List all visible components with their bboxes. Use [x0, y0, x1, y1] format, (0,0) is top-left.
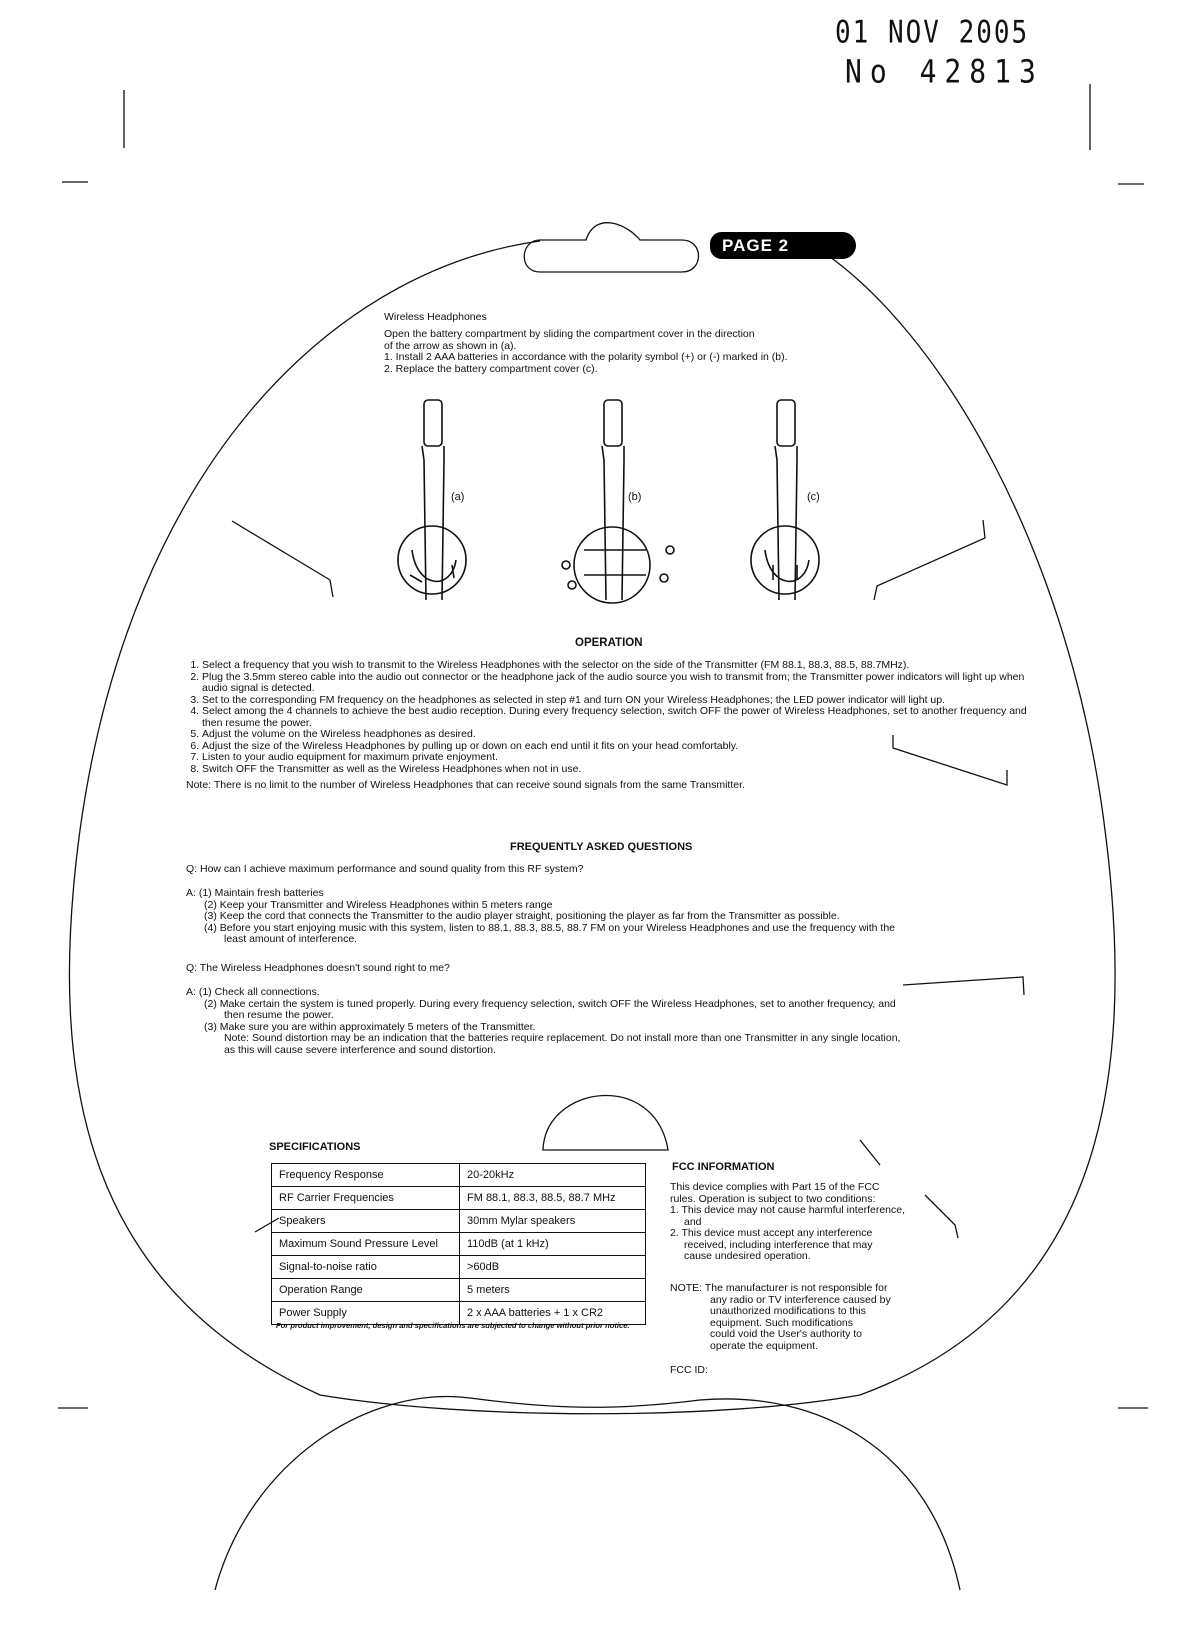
faq-answer-line: least amount of interference.	[224, 933, 358, 945]
spec-value: FM 88.1, 88.3, 88.5, 88.7 MHz	[460, 1187, 646, 1210]
faq-q2: Q: The Wireless Headphones doesn't sound right to me?	[186, 962, 450, 974]
faq-a1	[186, 888, 1026, 946]
spec-label: Operation Range	[272, 1279, 460, 1302]
fcc-note-line: operate the equipment.	[710, 1339, 818, 1352]
operation-note: Note: There is no limit to the number of Wireless Headphones that can receive sound signals from the same Transmitter.	[186, 779, 745, 791]
fcc-id: FCC ID:	[670, 1364, 708, 1376]
operation-step: 8. Switch OFF the Transmitter as well as the Wireless Headphones when not in use.	[202, 764, 1031, 776]
operation-step: 2. Plug the 3.5mm stereo cable into the audio out connector or the headphone jack of the audio source you wish to transmit from; the Transmitter power indicators will light up when audio signal is detected.	[202, 672, 1031, 695]
spec-label: Maximum Sound Pressure Level	[272, 1233, 460, 1256]
fcc-note-line: could void the User's authority to	[710, 1328, 862, 1340]
spec-label: Speakers	[272, 1210, 460, 1233]
install-title: Wireless Headphones	[384, 311, 487, 323]
faq-answer-line: then resume the power.	[224, 1009, 334, 1021]
fcc-line: rules. Operation is subject to two conditions:	[670, 1192, 876, 1205]
fcc-line: received, including interference that may	[684, 1238, 873, 1251]
faq-answer-line: (4) Before you start enjoying music with this system, listen to 88.1, 88.3, 88.5, 88.7 FM on your Wireless Headphones and use the frequency with the	[204, 921, 896, 934]
operation-step: 7. Listen to your audio equipment for maximum private enjoyment.	[202, 752, 1031, 764]
faq-a2	[186, 987, 1026, 1056]
spec-label: RF Carrier Frequencies	[272, 1187, 460, 1210]
spec-label: Frequency Response	[272, 1164, 460, 1187]
fcc-note-line: unauthorized modifications to this	[710, 1305, 866, 1317]
table-row	[272, 1210, 646, 1233]
fcc-conditions	[670, 1182, 955, 1263]
faq-heading: FREQUENTLY ASKED QUESTIONS	[510, 841, 693, 853]
spec-value: 110dB (at 1 kHz)	[460, 1233, 646, 1256]
specifications-heading: SPECIFICATIONS	[269, 1141, 361, 1153]
table-row	[272, 1279, 646, 1302]
install-line: Open the battery compartment by sliding the compartment cover in the direction	[384, 328, 755, 340]
install-instructions	[384, 329, 884, 375]
page-badge: PAGE 2	[710, 232, 856, 259]
document-number-stamp: No 42813	[845, 52, 1044, 91]
fcc-line: 2. This device must accept any interference	[670, 1227, 873, 1239]
fcc-line: This device complies with Part 15 of the FCC	[670, 1181, 880, 1193]
fcc-note-line: any radio or TV interference caused by	[710, 1293, 891, 1306]
figure-label-c: (c)	[807, 491, 820, 503]
faq-q1: Q: How can I achieve maximum performance and sound quality from this RF system?	[186, 863, 584, 875]
faq-answer-line: Note: Sound distortion may be an indication that the batteries require replacement. Do not install more than one Transmitter in any single location,	[224, 1032, 901, 1044]
fcc-heading: FCC INFORMATION	[672, 1161, 775, 1173]
install-line: 2. Replace the battery compartment cover (c).	[384, 362, 598, 375]
fcc-note-line: NOTE: The manufacturer is not responsible for	[670, 1282, 888, 1294]
operation-step: 5. Adjust the volume on the Wireless headphones as desired.	[202, 729, 1031, 741]
fcc-note	[670, 1283, 960, 1352]
fcc-line: 1. This device may not cause harmful interference,	[670, 1204, 906, 1216]
install-line: of the arrow as shown in (a).	[384, 339, 517, 352]
spec-value: 20-20kHz	[460, 1164, 646, 1187]
faq-answer-line: (3) Keep the cord that connects the Transmitter to the audio player straight, positioning the player as far from the Transmitter as possible.	[204, 910, 840, 922]
table-row	[272, 1164, 646, 1187]
figure-label-b: (b)	[628, 491, 642, 503]
figure-label-a: (a)	[451, 491, 465, 503]
table-row	[272, 1187, 646, 1210]
faq-answer-line: A: (1) Check all connections.	[186, 986, 320, 998]
operation-step: 6. Adjust the size of the Wireless Headphones by pulling up or down on each end until it fits on your head comfortably.	[202, 741, 1031, 753]
spec-value: 30mm Mylar speakers	[460, 1210, 646, 1233]
operation-heading: OPERATION	[575, 637, 643, 649]
operation-steps	[186, 660, 1031, 792]
install-line: 1. Install 2 AAA batteries in accordance with the polarity symbol (+) or (-) marked in (b).	[384, 351, 788, 363]
fcc-note-line: equipment. Such modifications	[710, 1316, 853, 1329]
faq-answer-line: (2) Make certain the system is tuned properly. During every frequency selection, switch OFF the Wireless Headphones, set to another frequency, and	[204, 997, 896, 1010]
faq-answer-line: (2) Keep your Transmitter and Wireless Headphones within 5 meters range	[204, 898, 553, 911]
spec-value: 5 meters	[460, 1279, 646, 1302]
spec-value: 2 x AAA batteries + 1 x CR2	[460, 1302, 646, 1325]
table-row	[272, 1233, 646, 1256]
spec-label: Signal-to-noise ratio	[272, 1256, 460, 1279]
spec-label: Power Supply	[272, 1302, 460, 1325]
fcc-line: cause undesired operation.	[684, 1250, 811, 1262]
operation-step: 1. Select a frequency that you wish to transmit to the Wireless Headphones with the selector on the side of the Transmitter (FM 88.1, 88.3, 88.5, 88.7MHz).	[202, 660, 1031, 672]
faq-answer-line: as this will cause severe interference and sound distortion.	[224, 1043, 496, 1056]
operation-step: 3. Set to the corresponding FM frequency on the headphones as selected in step #1 and turn ON your Wireless Headphones; the LED power indicator will light up.	[202, 695, 1031, 707]
table-row	[272, 1256, 646, 1279]
received-date-stamp: 01 NOV 2005	[835, 15, 1030, 51]
headphone-figure-b	[562, 400, 674, 603]
operation-step: 4. Select among the 4 channels to achieve the best audio reception. During every frequency selection, switch OFF the power of Wireless Headphones, set to another frequency and then resume the power.	[202, 706, 1031, 729]
fcc-line: and	[684, 1215, 702, 1228]
faq-answer-line: (3) Make sure you are within approximately 5 meters of the Transmitter.	[204, 1020, 536, 1033]
specifications-table	[271, 1163, 646, 1325]
faq-answer-line: A: (1) Maintain fresh batteries	[186, 887, 324, 899]
spec-value: >60dB	[460, 1256, 646, 1279]
specifications-footnote: For product improvement, design and specifications are subjected to change without prior notice.	[276, 1321, 630, 1330]
